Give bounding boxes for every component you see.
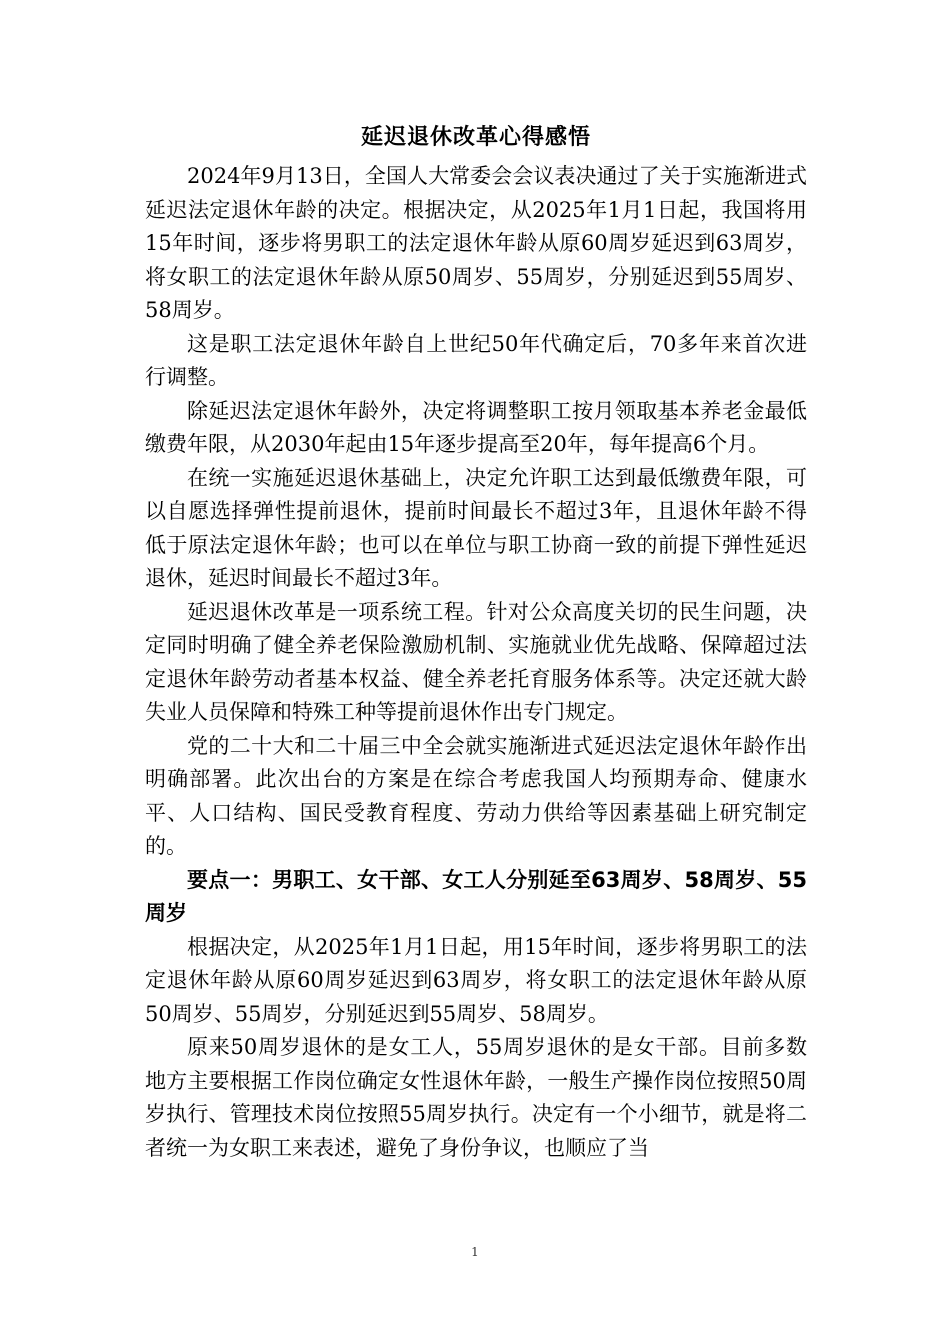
document-title: 延迟退休改革心得感悟 (360, 125, 591, 150)
paragraph-8: 原来50周岁退休的是女工人，55周岁退休的是女干部。目前多数地方主要根据工作岗位确定女性退休年龄，一般生产操作岗位按照50周岁执行、管理技术岗位按照55周岁执行。决定有一个小细节，就是将二者统一为女职工来表述，避免了身份争议，也顺应了当 (145, 1035, 807, 1160)
paragraph-1: 2024年9月13日，全国人大常委会会议表决通过了关于实施渐进式延迟法定退休年龄的决定。根据决定，从2025年1月1日起，我国将用15年时间，逐步将男职工的法定退休年龄从原60周岁延迟到63周岁，将女职工的法定退休年龄从原50周岁、55周岁，分别延迟到55周岁、58周岁。 (145, 164, 807, 322)
paragraph-4: 在统一实施延迟退休基础上，决定允许职工达到最低缴费年限，可以自愿选择弹性提前退休，提前时间最长不超过3年，且退休年龄不得低于原法定退休年龄；也可以在单位与职工协商一致的前提下弹性延迟退休，延迟时间最长不超过3年。 (145, 465, 807, 590)
page-number: 1 (471, 1245, 479, 1259)
paragraph-3: 除延迟法定退休年龄外，决定将调整职工按月领取基本养老金最低缴费年限，从2030年起由15年逐步提高至20年，每年提高6个月。 (145, 398, 807, 456)
paragraph-2: 这是职工法定退休年龄自上世纪50年代确定后，70多年来首次进行调整。 (145, 331, 807, 389)
section-heading-point-one: 要点一：男职工、女干部、女工人分别延至63周岁、58周岁、55周岁 (145, 867, 807, 925)
paragraph-5: 延迟退休改革是一项系统工程。针对公众高度关切的民生问题，决定同时明确了健全养老保险激励机制、实施就业优先战略、保障超过法定退休年龄劳动者基本权益、健全养老托育服务体系等。决定还就大龄失业人员保障和特殊工种等提前退休作出专门规定。 (145, 599, 807, 724)
document-page (145, 118, 807, 1165)
paragraph-6: 党的二十大和二十届三中全会就实施渐进式延迟法定退休年龄作出明确部署。此次出台的方案是在综合考虑我国人均预期寿命、健康水平、人口结构、国民受教育程度、劳动力供给等因素基础上研究制定的。 (145, 733, 807, 858)
paragraph-7: 根据决定，从2025年1月1日起，用15年时间，逐步将男职工的法定退休年龄从原60周岁延迟到63周岁，将女职工的法定退休年龄从原50周岁、55周岁，分别延迟到55周岁、58周岁。 (145, 934, 807, 1026)
